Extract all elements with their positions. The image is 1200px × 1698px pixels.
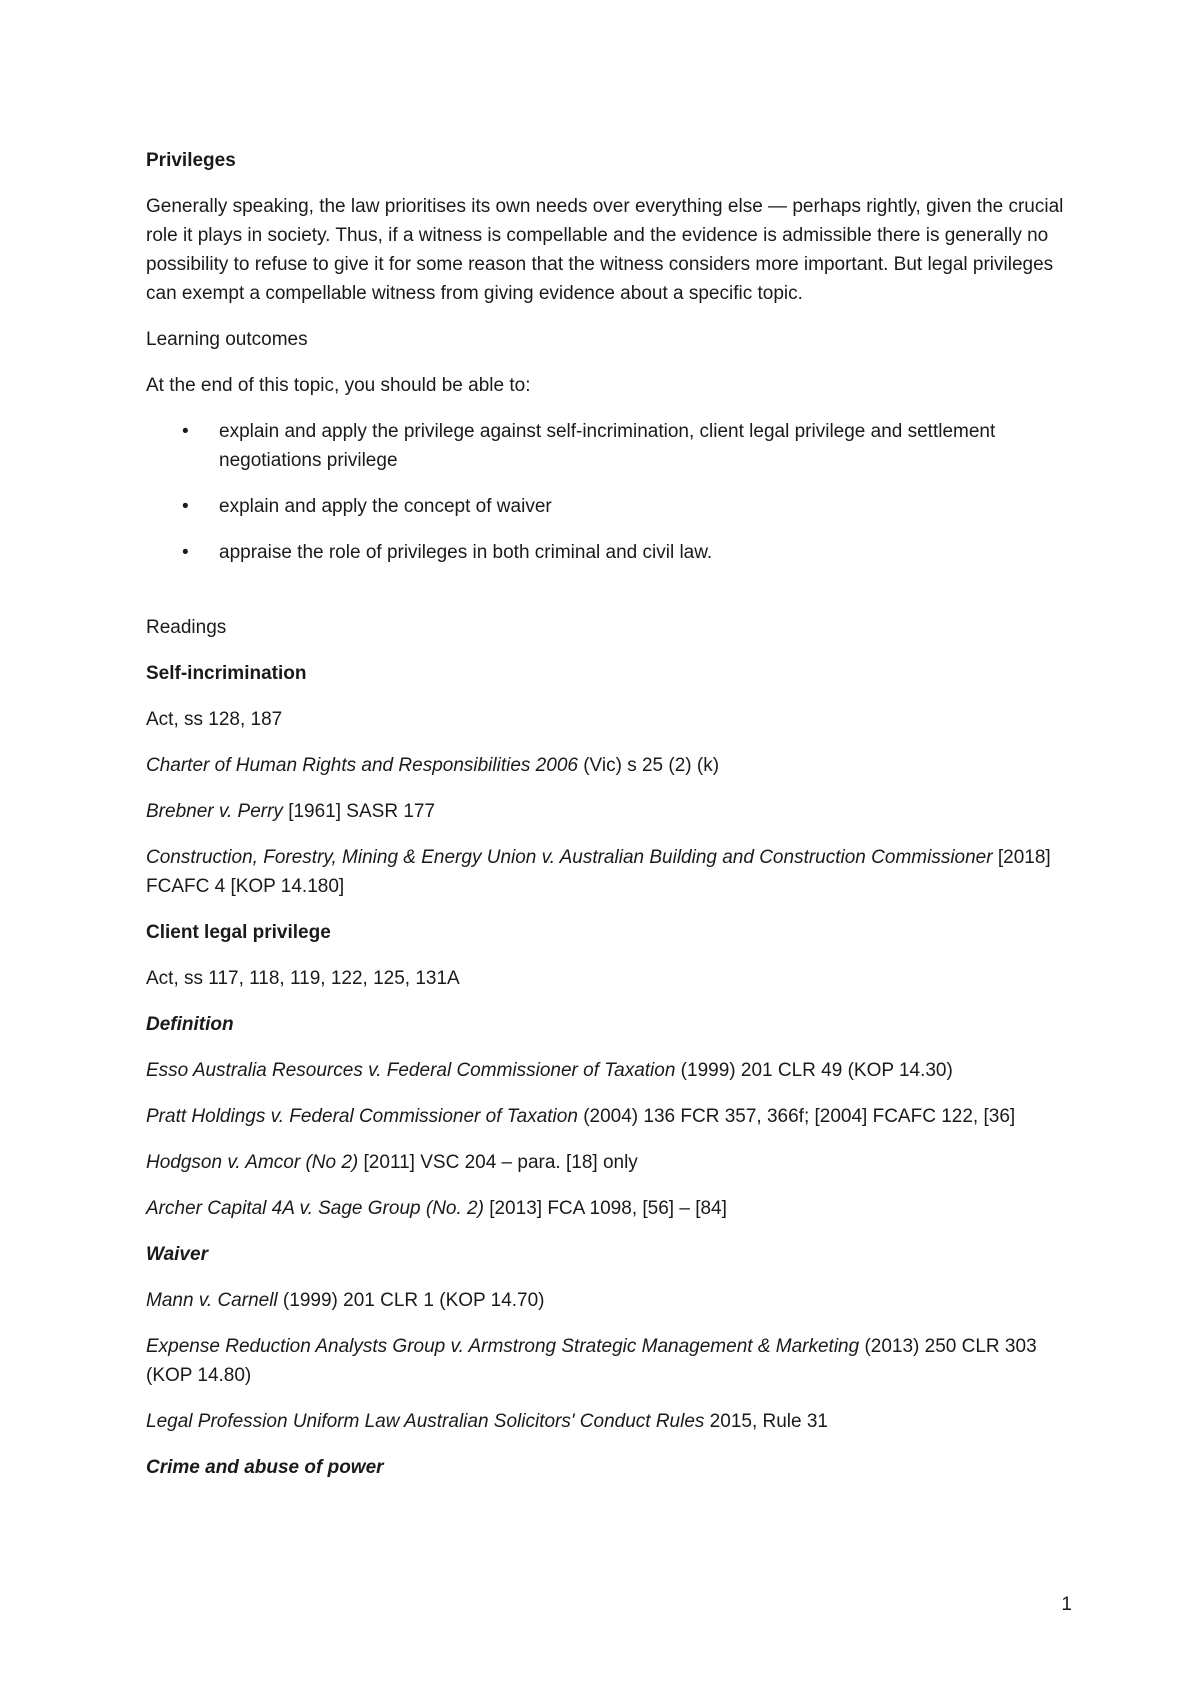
bullet-icon: • xyxy=(182,421,189,442)
readings-label: Readings xyxy=(146,617,227,638)
reading-cfmeu xyxy=(146,843,1076,901)
reading-expense xyxy=(146,1332,1076,1390)
reading-title: Archer Capital 4A v. Sage Group (No. 2) xyxy=(146,1198,484,1219)
reading-title: Construction, Forestry, Mining & Energy Union v. Australian Building and Construction Commissioner xyxy=(146,847,993,868)
bullet-icon: • xyxy=(182,496,189,517)
outcome-text: explain and apply the privilege against self-incrimination, client legal privilege and settlement negotiations privilege xyxy=(219,421,996,471)
outcome-item xyxy=(146,417,1076,475)
reading-citation: (2013) 250 CLR 303 (KOP 14.80) xyxy=(146,1336,1037,1386)
reading-citation: (1999) 201 CLR 1 (KOP 14.70) xyxy=(277,1290,545,1311)
reading-title: Esso Australia Resources v. Federal Commissioner of Taxation xyxy=(146,1060,676,1081)
outcome-text: appraise the role of privileges in both criminal and civil law. xyxy=(219,542,713,563)
crime-heading: Crime and abuse of power xyxy=(146,1457,384,1478)
reading-title: Pratt Holdings v. Federal Commissioner of Taxation xyxy=(146,1106,578,1127)
reading-title: Mann v. Carnell xyxy=(146,1290,278,1311)
reading-esso xyxy=(146,1056,1076,1085)
client-legal-privilege-heading: Client legal privilege xyxy=(146,922,331,943)
reading-citation: [2013] FCA 1098, [56] – [84] xyxy=(483,1198,727,1219)
waiver-heading: Waiver xyxy=(146,1244,208,1265)
intro-paragraph: Generally speaking, the law prioritises its own needs over everything else — perhaps rightly, given the crucial role it plays in society. Thus, if a witness is compellable and the evidence is admissible there is generally no possibility to refuse to give it for some reason that the witness considers more important. But legal privileges can exempt a compellable witness from giving evidence about a specific topic. xyxy=(146,196,1064,304)
outcomes-lead: At the end of this topic, you should be able to: xyxy=(146,375,531,396)
learning-outcomes-label: Learning outcomes xyxy=(146,329,308,350)
reading-charter xyxy=(146,751,1076,780)
page-title: Privileges xyxy=(146,150,236,171)
reading-act-client-legal-privilege: Act, ss 117, 118, 119, 122, 125, 131A xyxy=(146,968,460,989)
reading-title: Hodgson v. Amcor (No 2) xyxy=(146,1152,359,1173)
reading-citation: (Vic) s 25 (2) (k) xyxy=(577,755,720,776)
reading-pratt xyxy=(146,1102,1076,1131)
outcomes-list xyxy=(146,417,1076,567)
reading-mann xyxy=(146,1286,1076,1315)
reading-citation: [1961] SASR 177 xyxy=(282,801,436,822)
reading-title: Brebner v. Perry xyxy=(146,801,283,822)
reading-citation: (1999) 201 CLR 49 (KOP 14.30) xyxy=(675,1060,953,1081)
bullet-icon: • xyxy=(182,542,189,563)
reading-citation: [2018] FCAFC 4 [KOP 14.180] xyxy=(146,847,1051,897)
reading-title: Expense Reduction Analysts Group v. Armstrong Strategic Management & Marketing xyxy=(146,1336,860,1357)
reading-archer xyxy=(146,1194,1076,1223)
reading-citation: 2015, Rule 31 xyxy=(704,1411,828,1432)
outcome-item xyxy=(146,538,1076,567)
reading-title: Legal Profession Uniform Law Australian Solicitors' Conduct Rules xyxy=(146,1411,705,1432)
page-number: 1 xyxy=(1061,1594,1072,1615)
reading-act-self-incrimination: Act, ss 128, 187 xyxy=(146,709,283,730)
reading-citation: (2004) 136 FCR 357, 366f; [2004] FCAFC 122, [36] xyxy=(577,1106,1016,1127)
reading-citation: [2011] VSC 204 – para. [18] only xyxy=(358,1152,638,1173)
page-content xyxy=(146,146,1076,1499)
definition-heading: Definition xyxy=(146,1014,234,1035)
outcome-text: explain and apply the concept of waiver xyxy=(219,496,552,517)
reading-title: Charter of Human Rights and Responsibilities 2006 xyxy=(146,755,578,776)
self-incrimination-heading: Self-incrimination xyxy=(146,663,307,684)
reading-hodgson xyxy=(146,1148,1076,1177)
section-spacer xyxy=(146,584,1076,613)
outcome-item xyxy=(146,492,1076,521)
reading-brebner xyxy=(146,797,1076,826)
reading-lpul xyxy=(146,1407,1076,1436)
